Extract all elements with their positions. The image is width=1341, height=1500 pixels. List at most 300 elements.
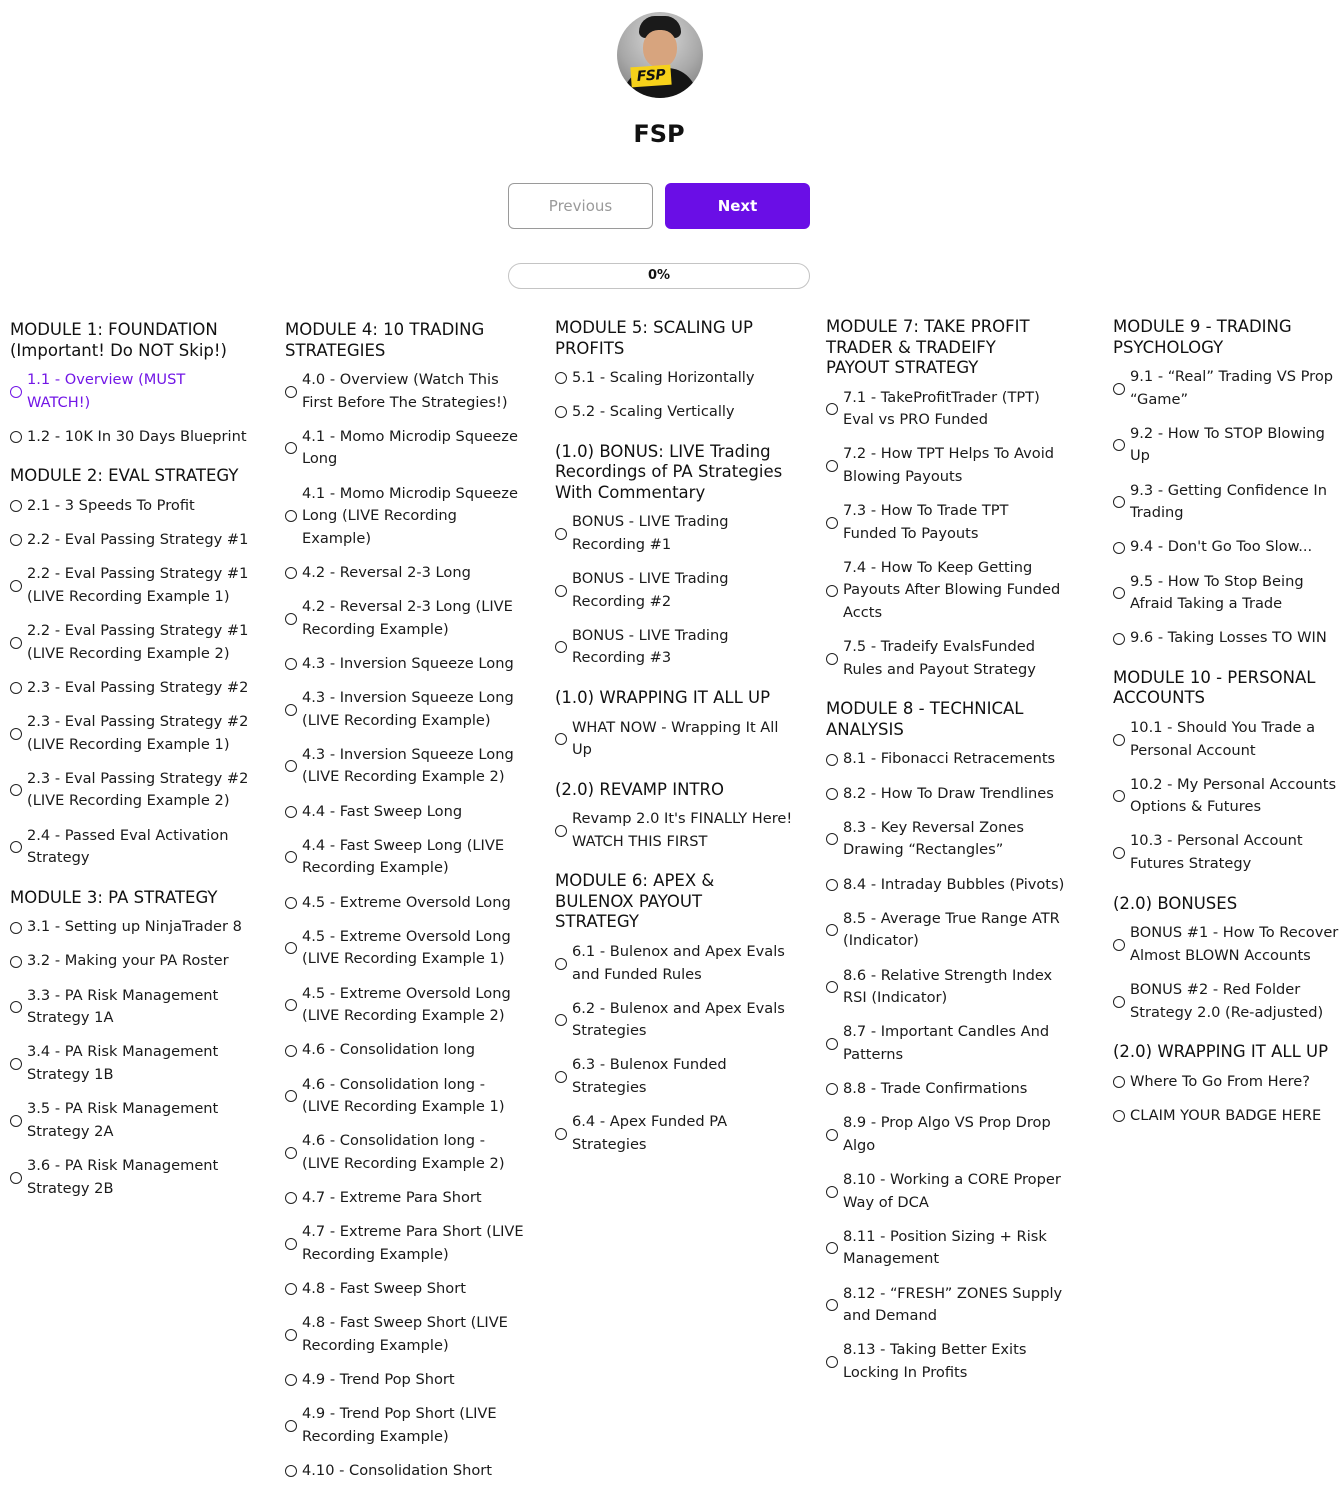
radio-circle-icon[interactable] xyxy=(555,825,567,837)
lesson-label-line: (LIVE Recording Example 1) xyxy=(302,950,505,968)
lesson-label xyxy=(302,1130,505,1175)
radio-circle-icon[interactable] xyxy=(285,442,297,454)
lesson-list xyxy=(826,748,1088,1384)
module-title-line: MODULE 6: APEX & xyxy=(555,871,715,891)
lesson-label-line: 9.6 - Taking Losses TO WIN xyxy=(1130,629,1327,647)
lesson-item[interactable] xyxy=(555,998,817,1043)
lesson-label xyxy=(843,1112,1051,1157)
lesson-item[interactable] xyxy=(285,369,547,414)
radio-circle-icon[interactable] xyxy=(826,1129,838,1141)
lesson-list xyxy=(555,367,817,424)
lesson-item[interactable] xyxy=(285,1369,547,1392)
lesson-item[interactable] xyxy=(285,744,547,789)
lesson-item[interactable] xyxy=(285,801,547,824)
lesson-item[interactable] xyxy=(10,711,272,756)
lesson-label-line: Way of DCA xyxy=(843,1193,929,1211)
lesson-label xyxy=(843,636,1036,681)
radio-circle-icon[interactable] xyxy=(285,1283,297,1295)
lesson-list xyxy=(826,387,1088,682)
lesson-label-line: 4.0 - Overview (Watch This xyxy=(302,371,499,388)
lesson-label-line: 6.4 - Apex Funded PA xyxy=(572,1113,728,1131)
radio-circle-icon[interactable] xyxy=(285,999,297,1011)
lesson-label xyxy=(843,1283,1062,1328)
radio-circle-icon[interactable] xyxy=(10,956,22,968)
lesson-label xyxy=(27,620,248,665)
radio-circle-icon[interactable] xyxy=(10,580,22,592)
module-title xyxy=(555,688,817,709)
radio-circle-icon[interactable] xyxy=(826,1038,838,1050)
lesson-item[interactable] xyxy=(1113,830,1341,875)
avatar-badge-logo: FSP xyxy=(630,65,671,88)
lesson-item[interactable] xyxy=(826,965,1088,1010)
progress-label: 0% xyxy=(647,268,671,283)
lesson-item[interactable] xyxy=(10,620,272,665)
radio-circle-icon[interactable] xyxy=(285,658,297,670)
module-title xyxy=(1113,894,1341,915)
radio-circle-icon[interactable] xyxy=(555,641,567,653)
radio-circle-icon[interactable] xyxy=(826,1083,838,1095)
lesson-item[interactable] xyxy=(1113,979,1341,1024)
lesson-item[interactable] xyxy=(1113,536,1341,559)
radio-circle-icon[interactable] xyxy=(10,500,22,512)
lesson-label-line: Recording #3 xyxy=(572,649,672,667)
lesson-label xyxy=(27,825,228,870)
lesson-label-line: (LIVE Recording Example) xyxy=(302,711,491,729)
lesson-item[interactable] xyxy=(285,596,547,641)
radio-circle-icon[interactable] xyxy=(1113,734,1125,746)
lesson-item[interactable] xyxy=(285,1074,547,1119)
lesson-item[interactable] xyxy=(555,941,817,986)
brand-title: FSP xyxy=(633,120,685,148)
lesson-item[interactable] xyxy=(826,1169,1088,1214)
radio-circle-icon[interactable] xyxy=(1113,996,1125,1008)
radio-circle-icon[interactable] xyxy=(555,1014,567,1026)
lesson-label-line: 4.7 - Extreme Para Short xyxy=(302,1189,482,1207)
lesson-label-line: Revamp 2.0 It's FINALLY Here! xyxy=(572,810,793,828)
radio-circle-icon[interactable] xyxy=(826,981,838,993)
lesson-label-line: (LIVE Recording Example 1) xyxy=(27,735,230,753)
lesson-label-line: 10.1 - Should You Trade a xyxy=(1130,718,1316,736)
radio-circle-icon[interactable] xyxy=(826,879,838,891)
lesson-item[interactable] xyxy=(10,529,272,552)
module-title xyxy=(826,317,1088,379)
lesson-item[interactable] xyxy=(285,687,547,732)
lesson-item[interactable] xyxy=(826,1078,1088,1101)
course-column-1 xyxy=(10,320,272,1200)
lesson-item[interactable] xyxy=(285,562,547,585)
lesson-label-line: and Funded Rules xyxy=(572,965,702,983)
radio-circle-icon[interactable] xyxy=(555,1128,567,1140)
lesson-item[interactable] xyxy=(555,1111,817,1156)
lesson-item[interactable] xyxy=(826,908,1088,953)
lesson-label-line: Drawing “Rectangles” xyxy=(843,841,1004,859)
lesson-list xyxy=(1113,717,1341,876)
lesson-label-line: 5.2 - Scaling Vertically xyxy=(572,403,735,421)
lesson-label-line: 2.1 - 3 Speeds To Profit xyxy=(27,496,195,514)
radio-circle-icon[interactable] xyxy=(10,922,22,934)
radio-circle-icon[interactable] xyxy=(1113,939,1125,951)
lesson-label-line: 3.2 - Making your PA Roster xyxy=(27,952,229,970)
radio-circle-icon[interactable] xyxy=(826,1356,838,1368)
lesson-item[interactable] xyxy=(285,983,547,1028)
lesson-label-line: Strategies xyxy=(572,1135,647,1153)
radio-circle-icon[interactable] xyxy=(285,1045,297,1057)
radio-circle-icon[interactable] xyxy=(826,924,838,936)
lesson-label-line: 6.2 - Bulenox and Apex Evals xyxy=(572,999,785,1017)
lesson-item[interactable] xyxy=(1113,922,1341,967)
lesson-label-line: 9.2 - How To STOP Blowing xyxy=(1130,424,1325,442)
module-title-line: (2.0) BONUSES xyxy=(1113,893,1238,913)
lesson-label xyxy=(843,500,1008,545)
lesson-item[interactable] xyxy=(10,563,272,608)
lesson-label xyxy=(27,1155,218,1200)
radio-circle-icon[interactable] xyxy=(285,1238,297,1250)
lesson-item[interactable] xyxy=(285,483,547,551)
radio-circle-icon[interactable] xyxy=(826,653,838,665)
radio-circle-icon[interactable] xyxy=(1113,383,1125,395)
radio-circle-icon[interactable] xyxy=(1113,1076,1125,1088)
radio-circle-icon[interactable] xyxy=(1113,439,1125,451)
lesson-label-line: 4.5 - Extreme Oversold Long xyxy=(302,893,511,911)
lesson-item[interactable] xyxy=(285,653,547,676)
lesson-item[interactable] xyxy=(1113,774,1341,819)
lesson-label xyxy=(1130,1105,1321,1128)
lesson-label-line: 4.2 - Reversal 2-3 Long (LIVE xyxy=(302,598,513,616)
lesson-label-line: Strategy 2.0 (Re-adjusted) xyxy=(1130,1003,1324,1021)
lesson-item[interactable] xyxy=(1113,717,1341,762)
radio-circle-icon[interactable] xyxy=(555,1071,567,1083)
module-section xyxy=(1113,317,1341,650)
radio-circle-icon[interactable] xyxy=(10,1001,22,1013)
lesson-label xyxy=(843,1078,1027,1101)
lesson-item[interactable] xyxy=(285,1460,547,1483)
radio-circle-icon[interactable] xyxy=(826,788,838,800)
radio-circle-icon[interactable] xyxy=(555,372,567,384)
radio-circle-icon[interactable] xyxy=(10,386,22,398)
lesson-label-line: Options & Futures xyxy=(1130,798,1262,816)
lesson-label-line: 7.5 - Tradeify EvalsFunded xyxy=(843,638,1035,656)
lesson-item[interactable] xyxy=(826,1112,1088,1157)
lesson-item[interactable] xyxy=(285,835,547,880)
radio-circle-icon[interactable] xyxy=(10,784,22,796)
lesson-label-line: 8.8 - Trade Confirmations xyxy=(843,1080,1028,1098)
radio-circle-icon[interactable] xyxy=(826,754,838,766)
radio-circle-icon[interactable] xyxy=(555,733,567,745)
lesson-label-line: 4.6 - Consolidation long xyxy=(302,1041,476,1059)
lesson-item[interactable] xyxy=(826,874,1088,897)
lesson-label xyxy=(1130,774,1336,819)
lesson-label-line: Up xyxy=(572,741,592,759)
radio-circle-icon[interactable] xyxy=(1113,542,1125,554)
lesson-label-line: (LIVE Recording Example 2) xyxy=(302,1154,505,1172)
lesson-label-line: 2.3 - Eval Passing Strategy #2 xyxy=(27,713,249,730)
lesson-label-line: 4.6 - Consolidation long - xyxy=(302,1132,485,1150)
lesson-label xyxy=(1130,979,1323,1024)
radio-circle-icon[interactable] xyxy=(285,386,297,398)
lesson-label xyxy=(572,568,728,613)
lesson-item[interactable] xyxy=(555,808,817,853)
lesson-label-line: 4.7 - Extreme Para Short (LIVE xyxy=(302,1223,524,1241)
radio-circle-icon[interactable] xyxy=(1113,633,1125,645)
lesson-label-line: Payouts After Blowing Funded xyxy=(843,581,1061,599)
lesson-label-line: RSI (Indicator) xyxy=(843,989,948,1007)
radio-circle-icon[interactable] xyxy=(1113,847,1125,859)
lesson-label-line: Accts xyxy=(843,604,883,622)
lesson-item[interactable] xyxy=(285,1039,547,1062)
lesson-label xyxy=(843,748,1055,771)
radio-circle-icon[interactable] xyxy=(10,534,22,546)
lesson-label-line: 3.6 - PA Risk Management xyxy=(27,1156,219,1174)
lesson-label-line: 6.1 - Bulenox and Apex Evals xyxy=(572,942,785,960)
lesson-label-line: BONUS #1 - How To Recover xyxy=(1130,924,1339,942)
module-title-line: MODULE 4: 10 TRADING xyxy=(285,320,485,339)
lesson-item[interactable] xyxy=(1113,366,1341,411)
module-title-line: STRATEGY xyxy=(555,912,639,932)
lesson-label-line: 4.8 - Fast Sweep Short xyxy=(302,1280,466,1298)
radio-circle-icon[interactable] xyxy=(285,1420,297,1432)
lesson-item[interactable] xyxy=(1113,480,1341,525)
radio-circle-icon[interactable] xyxy=(285,1374,297,1386)
lesson-item[interactable] xyxy=(555,511,817,556)
lesson-label-line: Strategy 1B xyxy=(27,1066,114,1083)
lesson-label-line: Blowing Payouts xyxy=(843,467,963,485)
lesson-label-line: 3.3 - PA Risk Management xyxy=(27,986,219,1004)
lesson-item[interactable] xyxy=(10,369,272,414)
lesson-item[interactable] xyxy=(10,1155,272,1200)
next-button[interactable]: Next xyxy=(665,183,810,229)
lesson-label-line: 8.5 - Average True Range ATR xyxy=(843,909,1060,927)
radio-circle-icon[interactable] xyxy=(285,760,297,772)
radio-circle-icon[interactable] xyxy=(555,958,567,970)
lesson-item[interactable] xyxy=(10,1041,272,1086)
lesson-label xyxy=(843,1021,1049,1066)
lesson-item[interactable] xyxy=(555,1054,817,1099)
lesson-item[interactable] xyxy=(1113,571,1341,616)
radio-circle-icon[interactable] xyxy=(826,403,838,415)
lesson-label xyxy=(843,443,1054,488)
lesson-label xyxy=(843,965,1052,1010)
lesson-label-line: 4.4 - Fast Sweep Long xyxy=(302,802,463,820)
lesson-item[interactable] xyxy=(555,625,817,670)
radio-circle-icon[interactable] xyxy=(285,1329,297,1341)
lesson-label-line: 4.5 - Extreme Oversold Long xyxy=(302,984,511,1002)
lesson-item[interactable] xyxy=(10,916,272,939)
radio-circle-icon[interactable] xyxy=(10,682,22,694)
radio-circle-icon[interactable] xyxy=(1113,496,1125,508)
radio-circle-icon[interactable] xyxy=(555,406,567,418)
lesson-label-line: 4.5 - Extreme Oversold Long xyxy=(302,927,511,945)
lesson-item[interactable] xyxy=(10,825,272,870)
radio-circle-icon[interactable] xyxy=(285,1147,297,1159)
lesson-label-line: Almost BLOWN Accounts xyxy=(1130,946,1311,964)
lesson-label-line: 4.3 - Inversion Squeeze Long xyxy=(302,689,514,707)
module-title-line: PAYOUT STRATEGY xyxy=(826,358,979,377)
lesson-item[interactable] xyxy=(555,717,817,762)
lesson-item[interactable] xyxy=(285,426,547,471)
lesson-label-line: WHAT NOW - Wrapping It All xyxy=(572,718,779,736)
lesson-item[interactable] xyxy=(826,1339,1088,1384)
lesson-label xyxy=(843,557,1060,625)
lesson-label-line: WATCH!) xyxy=(27,393,91,411)
module-title-line: (2.0) WRAPPING IT ALL UP xyxy=(1113,1042,1329,1062)
lesson-item[interactable] xyxy=(826,817,1088,862)
radio-circle-icon[interactable] xyxy=(285,510,297,522)
module-title-line: STRATEGIES xyxy=(285,340,386,360)
module-title xyxy=(1113,1042,1341,1063)
lesson-item[interactable] xyxy=(285,892,547,915)
module-section xyxy=(555,780,817,854)
module-title-line: MODULE 9 - TRADING xyxy=(1113,317,1292,336)
lesson-label xyxy=(302,426,518,471)
radio-circle-icon[interactable] xyxy=(285,806,297,818)
radio-circle-icon[interactable] xyxy=(285,897,297,909)
module-section xyxy=(555,442,817,670)
radio-circle-icon[interactable] xyxy=(826,1242,838,1254)
lesson-label-line: Recording Example) xyxy=(302,620,449,638)
lesson-label xyxy=(27,677,248,700)
radio-circle-icon[interactable] xyxy=(826,1186,838,1198)
lesson-label-line: Locking In Profits xyxy=(843,1364,968,1381)
module-title-line: (1.0) WRAPPING IT ALL UP xyxy=(555,688,771,708)
radio-circle-icon[interactable] xyxy=(10,1115,22,1127)
lesson-label-line: 4.9 - Trend Pop Short xyxy=(302,1371,455,1389)
avatar xyxy=(617,12,703,98)
lesson-item[interactable] xyxy=(10,1098,272,1143)
lesson-item[interactable] xyxy=(555,367,817,390)
lesson-label xyxy=(572,367,754,390)
module-title-line: MODULE 8 - TECHNICAL xyxy=(826,699,1024,719)
lesson-item[interactable] xyxy=(1113,1071,1341,1094)
radio-circle-icon[interactable] xyxy=(555,528,567,540)
module-title-line: MODULE 3: PA STRATEGY xyxy=(10,887,218,907)
lesson-item[interactable] xyxy=(285,1312,547,1357)
lesson-item[interactable] xyxy=(285,926,547,971)
lesson-item[interactable] xyxy=(285,1187,547,1210)
module-title-line: ANALYSIS xyxy=(826,719,904,739)
lesson-item[interactable] xyxy=(555,568,817,613)
module-title-line: Recordings of PA Strategies xyxy=(555,462,783,482)
lesson-label xyxy=(27,426,247,449)
radio-circle-icon[interactable] xyxy=(285,1192,297,1204)
lesson-item[interactable] xyxy=(826,387,1088,432)
lesson-label-line: Up xyxy=(1130,447,1150,465)
lesson-item[interactable] xyxy=(826,783,1088,806)
radio-circle-icon[interactable] xyxy=(285,567,297,579)
previous-button[interactable]: Previous xyxy=(508,183,653,229)
lesson-label-line: 8.9 - Prop Algo VS Prop Drop xyxy=(843,1114,1051,1132)
lesson-item[interactable] xyxy=(826,443,1088,488)
lesson-label xyxy=(572,941,785,986)
lesson-item[interactable] xyxy=(826,748,1088,771)
lesson-label xyxy=(1130,423,1325,468)
lesson-item[interactable] xyxy=(10,768,272,813)
lesson-label-line: 2.2 - Eval Passing Strategy #1 xyxy=(27,531,249,549)
radio-circle-icon[interactable] xyxy=(826,517,838,529)
lesson-label-line: 9.5 - How To Stop Being xyxy=(1130,572,1304,590)
radio-circle-icon[interactable] xyxy=(1113,587,1125,599)
radio-circle-icon[interactable] xyxy=(10,431,22,443)
course-column-2 xyxy=(285,320,547,1483)
lesson-item[interactable] xyxy=(826,557,1088,625)
radio-circle-icon[interactable] xyxy=(826,460,838,472)
lesson-label-line: 7.2 - How TPT Helps To Avoid xyxy=(843,445,1055,463)
radio-circle-icon[interactable] xyxy=(285,704,297,716)
lesson-label-line: 8.11 - Position Sizing + Risk xyxy=(843,1227,1047,1245)
lesson-item[interactable] xyxy=(826,636,1088,681)
lesson-item[interactable] xyxy=(826,500,1088,545)
lesson-item[interactable] xyxy=(1113,627,1341,650)
radio-circle-icon[interactable] xyxy=(285,613,297,625)
radio-circle-icon[interactable] xyxy=(10,841,22,853)
lesson-item[interactable] xyxy=(285,1403,547,1448)
module-title-line: ACCOUNTS xyxy=(1113,688,1205,708)
lesson-label-line: Strategies xyxy=(572,1079,647,1097)
lesson-label-line: 8.12 - “FRESH” ZONES Supply xyxy=(843,1284,1063,1302)
lesson-list xyxy=(1113,1071,1341,1128)
lesson-label xyxy=(572,511,728,556)
module-title-line: PSYCHOLOGY xyxy=(1113,337,1224,357)
lesson-item[interactable] xyxy=(285,1130,547,1175)
lesson-label-line: 8.13 - Taking Better Exits xyxy=(843,1341,1027,1359)
radio-circle-icon[interactable] xyxy=(826,585,838,597)
module-title xyxy=(1113,668,1341,709)
radio-circle-icon[interactable] xyxy=(555,585,567,597)
lesson-label xyxy=(302,596,513,641)
radio-circle-icon[interactable] xyxy=(10,1172,22,1184)
radio-circle-icon[interactable] xyxy=(285,942,297,954)
lesson-item[interactable] xyxy=(10,950,272,973)
lesson-label xyxy=(302,983,511,1028)
radio-circle-icon[interactable] xyxy=(826,1299,838,1311)
lesson-label-line: 10.3 - Personal Account xyxy=(1130,832,1303,850)
lesson-item[interactable] xyxy=(555,401,817,424)
radio-circle-icon[interactable] xyxy=(826,833,838,845)
lesson-item[interactable] xyxy=(10,495,272,518)
lesson-label xyxy=(302,562,471,585)
module-title xyxy=(555,442,817,504)
radio-circle-icon[interactable] xyxy=(285,851,297,863)
radio-circle-icon[interactable] xyxy=(10,1058,22,1070)
radio-circle-icon[interactable] xyxy=(1113,1110,1125,1122)
lesson-item[interactable] xyxy=(826,1283,1088,1328)
lesson-item[interactable] xyxy=(826,1021,1088,1066)
lesson-label xyxy=(1130,1071,1310,1094)
radio-circle-icon[interactable] xyxy=(285,1090,297,1102)
lesson-item[interactable] xyxy=(1113,1105,1341,1128)
module-title-line: MODULE 10 - PERSONAL xyxy=(1113,667,1316,687)
module-title-line: MODULE 1: FOUNDATION xyxy=(10,320,218,339)
lesson-label xyxy=(302,1278,466,1301)
lesson-label-line: (LIVE Recording Example 2) xyxy=(302,1007,505,1025)
radio-circle-icon[interactable] xyxy=(10,637,22,649)
lesson-label-line: 8.1 - Fibonacci Retracements xyxy=(843,750,1056,768)
lesson-label-line: 8.6 - Relative Strength Index xyxy=(843,966,1053,984)
lesson-item[interactable] xyxy=(285,1278,547,1301)
lesson-item[interactable] xyxy=(826,1226,1088,1271)
lesson-item[interactable] xyxy=(10,426,272,449)
module-title-line: With Commentary xyxy=(555,482,706,502)
lesson-item[interactable] xyxy=(10,985,272,1030)
lesson-list xyxy=(10,916,272,1200)
radio-circle-icon[interactable] xyxy=(1113,790,1125,802)
radio-circle-icon[interactable] xyxy=(285,1465,297,1477)
lesson-item[interactable] xyxy=(1113,423,1341,468)
lesson-item[interactable] xyxy=(285,1221,547,1266)
radio-circle-icon[interactable] xyxy=(10,728,22,740)
lesson-item[interactable] xyxy=(10,677,272,700)
lesson-label-line: WATCH THIS FIRST xyxy=(572,832,708,850)
lesson-label-line: 4.4 - Fast Sweep Long (LIVE xyxy=(302,836,505,854)
